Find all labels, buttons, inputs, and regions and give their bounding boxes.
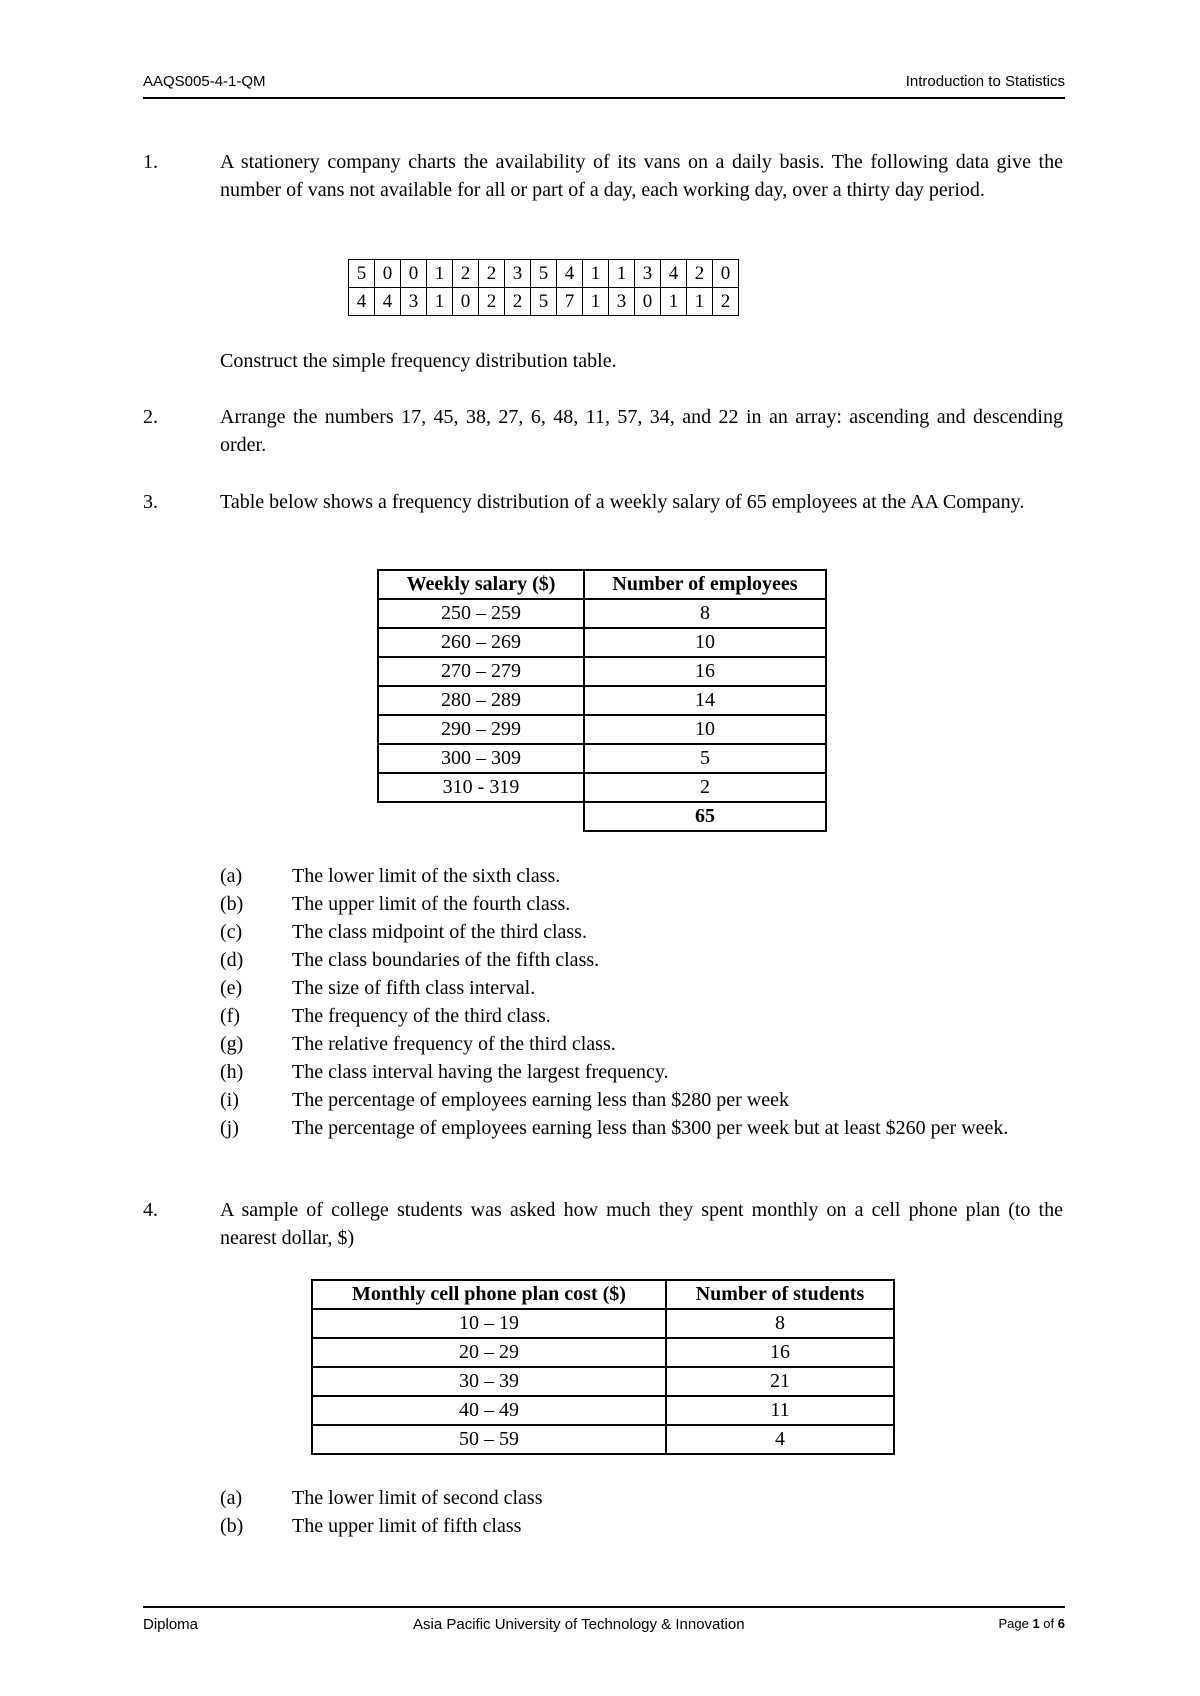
salary-class-cell: 290 – 299	[378, 715, 584, 744]
total-cell: 65	[584, 802, 826, 831]
salary-class-cell: 280 – 289	[378, 686, 584, 715]
of-label: of	[1039, 1616, 1058, 1631]
list-item	[220, 1030, 1063, 1058]
item-label: (h)	[220, 1061, 244, 1083]
item-text: The lower limit of second class	[292, 1487, 543, 1509]
question-3-parts	[220, 862, 1063, 1142]
data-cell: 2	[713, 288, 739, 316]
data-cell: 4	[349, 288, 375, 316]
data-cell: 3	[609, 288, 635, 316]
data-cell: 2	[479, 260, 505, 288]
data-cell: 5	[349, 260, 375, 288]
data-cell: 0	[635, 288, 661, 316]
salary-class-cell: 300 – 309	[378, 744, 584, 773]
item-label: (g)	[220, 1033, 244, 1055]
list-item	[220, 1086, 1063, 1114]
list-item	[220, 974, 1063, 1002]
question-text: A stationery company charts the availability of its vans on a daily basis. The following data give the number of vans not available for all or part of a day, each working day, over a thirty day period.	[220, 151, 1063, 201]
question-1	[143, 148, 1063, 204]
weekly-salary-table	[377, 569, 827, 832]
course-title: Introduction to Statistics	[905, 73, 1065, 90]
page-indicator	[998, 1616, 1065, 1631]
item-label: (e)	[220, 977, 243, 999]
data-cell: 2	[687, 260, 713, 288]
data-cell: 2	[479, 288, 505, 316]
question-text: A sample of college students was asked how much they spent monthly on a cell phone plan (to the nearest dollar, $)	[220, 1199, 1063, 1249]
data-cell: 1	[583, 260, 609, 288]
data-cell: 5	[531, 260, 557, 288]
table-row	[349, 288, 739, 316]
list-item	[220, 890, 1063, 918]
cost-class-cell: 50 – 59	[312, 1425, 666, 1454]
blank-cell	[378, 802, 584, 831]
question-2	[143, 403, 1063, 459]
item-label: (d)	[220, 949, 244, 971]
item-text: The upper limit of fifth class	[292, 1515, 522, 1537]
table-row	[378, 744, 826, 773]
table-row	[378, 686, 826, 715]
column-header: Monthly cell phone plan cost ($)	[312, 1280, 666, 1309]
column-header: Number of students	[666, 1280, 894, 1309]
data-cell: 1	[609, 260, 635, 288]
frequency-cell: 8	[666, 1309, 894, 1338]
item-text: The percentage of employees earning less than $280 per week	[292, 1089, 790, 1111]
frequency-cell: 8	[584, 599, 826, 628]
salary-class-cell: 310 - 319	[378, 773, 584, 802]
question-number: 1.	[143, 151, 158, 173]
salary-class-cell: 270 – 279	[378, 657, 584, 686]
table-row	[378, 657, 826, 686]
question-4	[143, 1196, 1063, 1252]
item-text: The size of fifth class interval.	[292, 977, 536, 999]
list-item	[220, 946, 1063, 974]
data-cell: 4	[375, 288, 401, 316]
data-cell: 2	[505, 288, 531, 316]
list-item	[220, 1484, 1063, 1512]
vans-data-table	[348, 259, 739, 316]
total-row	[378, 802, 826, 831]
table-row	[312, 1425, 894, 1454]
item-text: The class boundaries of the fifth class.	[292, 949, 600, 971]
data-cell: 0	[401, 260, 427, 288]
data-cell: 1	[427, 288, 453, 316]
frequency-cell: 2	[584, 773, 826, 802]
item-label: (b)	[220, 1515, 244, 1537]
item-label: (a)	[220, 1487, 243, 1509]
page-footer	[143, 1606, 1065, 1636]
frequency-cell: 10	[584, 628, 826, 657]
data-cell: 4	[661, 260, 687, 288]
page-total: 6	[1057, 1616, 1065, 1631]
data-cell: 0	[453, 288, 479, 316]
salary-class-cell: 260 – 269	[378, 628, 584, 657]
data-cell: 5	[531, 288, 557, 316]
question-text: Table below shows a frequency distribution of a weekly salary of 65 employees at the AA Company.	[220, 491, 1025, 513]
list-item	[220, 918, 1063, 946]
frequency-cell: 16	[584, 657, 826, 686]
page-label: Page	[998, 1616, 1033, 1631]
cost-class-cell: 10 – 19	[312, 1309, 666, 1338]
data-cell: 2	[453, 260, 479, 288]
question-number: 2.	[143, 406, 158, 428]
item-text: The lower limit of the sixth class.	[292, 865, 561, 887]
list-item	[220, 862, 1063, 890]
question-text: Arrange the numbers 17, 45, 38, 27, 6, 48, 11, 57, 34, and 22 in an array: ascending and descending order.	[220, 406, 1063, 456]
data-cell: 3	[401, 288, 427, 316]
frequency-cell: 14	[584, 686, 826, 715]
item-label: (j)	[220, 1117, 239, 1139]
institution-name: Asia Pacific University of Technology & Innovation	[413, 1616, 745, 1633]
data-cell: 1	[583, 288, 609, 316]
table-row	[378, 773, 826, 802]
table-row	[312, 1338, 894, 1367]
item-text: The class interval having the largest frequency.	[292, 1061, 669, 1083]
item-label: (c)	[220, 921, 243, 943]
data-cell: 0	[375, 260, 401, 288]
data-cell: 7	[557, 288, 583, 316]
question-1-instruction	[143, 347, 1063, 375]
column-header: Number of employees	[584, 570, 826, 599]
cost-class-cell: 30 – 39	[312, 1367, 666, 1396]
item-text: The class midpoint of the third class.	[292, 921, 587, 943]
item-text: The frequency of the third class.	[292, 1005, 551, 1027]
table-row	[378, 715, 826, 744]
frequency-cell: 4	[666, 1425, 894, 1454]
salary-class-cell: 250 – 259	[378, 599, 584, 628]
list-item	[220, 1002, 1063, 1030]
table-header-row	[312, 1280, 894, 1309]
list-item	[220, 1058, 1063, 1086]
item-label: (a)	[220, 865, 243, 887]
list-item	[220, 1114, 1063, 1142]
data-cell: 1	[687, 288, 713, 316]
page-header	[143, 73, 1065, 99]
table-row	[312, 1396, 894, 1425]
item-label: (f)	[220, 1005, 240, 1027]
table-row	[378, 628, 826, 657]
question-number: 4.	[143, 1199, 158, 1221]
item-text: The percentage of employees earning less than $300 per week but at least $260 per week.	[292, 1117, 1009, 1139]
table-row	[312, 1309, 894, 1338]
frequency-cell: 10	[584, 715, 826, 744]
cost-class-cell: 20 – 29	[312, 1338, 666, 1367]
data-cell: 3	[505, 260, 531, 288]
table-row	[349, 260, 739, 288]
data-cell: 1	[427, 260, 453, 288]
frequency-cell: 16	[666, 1338, 894, 1367]
table-row	[378, 599, 826, 628]
item-text: The relative frequency of the third class.	[292, 1033, 616, 1055]
table-header-row	[378, 570, 826, 599]
question-number: 3.	[143, 491, 158, 513]
question-3	[143, 488, 1063, 516]
frequency-cell: 11	[666, 1396, 894, 1425]
data-cell: 1	[661, 288, 687, 316]
item-label: (b)	[220, 893, 244, 915]
item-text: The upper limit of the fourth class.	[292, 893, 571, 915]
cost-class-cell: 40 – 49	[312, 1396, 666, 1425]
frequency-cell: 21	[666, 1367, 894, 1396]
page-number: 1	[1032, 1616, 1040, 1631]
data-cell: 4	[557, 260, 583, 288]
data-cell: 0	[713, 260, 739, 288]
column-header: Weekly salary ($)	[378, 570, 584, 599]
data-cell: 3	[635, 260, 661, 288]
list-item	[220, 1512, 1063, 1540]
question-4-parts	[220, 1484, 1063, 1540]
item-label: (i)	[220, 1089, 239, 1111]
table-row	[312, 1367, 894, 1396]
cell-phone-plan-table	[311, 1279, 895, 1455]
program-label: Diploma	[143, 1616, 199, 1633]
instruction-text: Construct the simple frequency distribution table.	[220, 350, 617, 372]
course-code: AAQS005-4-1-QM	[143, 73, 266, 90]
frequency-cell: 5	[584, 744, 826, 773]
